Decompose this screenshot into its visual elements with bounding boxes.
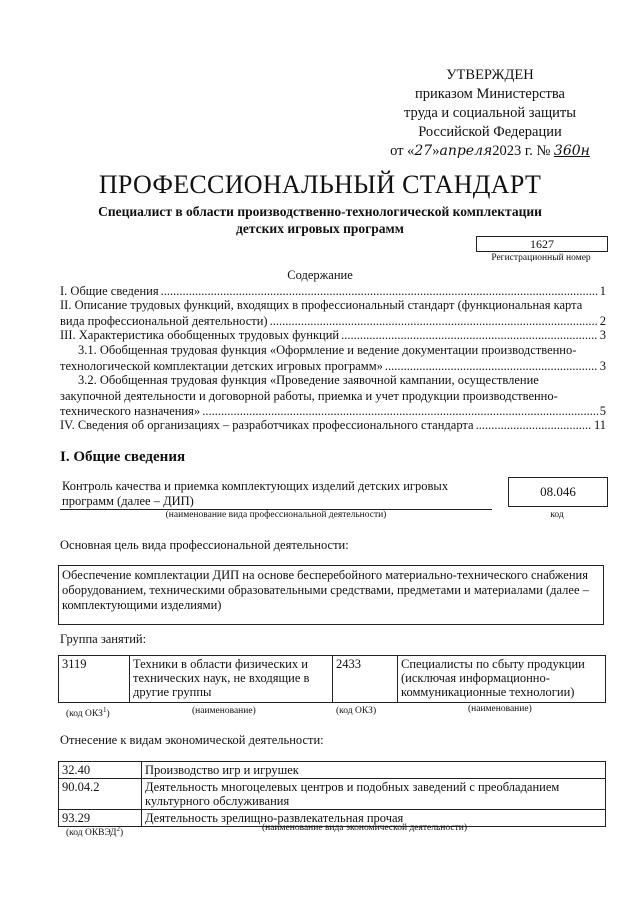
subtitle-line-1: Специалист в области производственно-технологической комплектации xyxy=(98,204,542,219)
approved-heading: УТВЕРЖДЕН xyxy=(446,67,534,83)
okz-name-caption-2: (наименование) xyxy=(468,704,532,714)
toc-page-number: 3 xyxy=(599,358,606,373)
document-title: ПРОФЕССИОНАЛЬНЫЙ СТАНДАРТ xyxy=(98,170,542,199)
handwritten-number: 360н xyxy=(553,143,590,159)
activity-name: Контроль качества и приемка комплектующих изделий детских игровых программ (далее – ДИП) xyxy=(62,479,449,508)
toc-page-number: 3 xyxy=(599,328,606,342)
section-1-title: I. Общие сведения xyxy=(60,449,186,465)
table-row xyxy=(59,656,606,703)
okz-name: Специалисты по сбыту продукции (исключая информационно- коммуникационные технологии) xyxy=(398,656,606,703)
toc-page-number: 1 xyxy=(599,284,606,298)
econ-activity-table xyxy=(58,761,606,827)
activity-caption: (наименование вида профессиональной деятельности) xyxy=(165,510,387,520)
toc-item-3-2[interactable]: 3.2. Обобщенная трудовая функция «Проведение заявочной кампании, осуществление закупочной деятельности и договорной работы, приемка и учет продукции производственно- технического назначения» ..... 5 xyxy=(78,373,606,420)
toc-page-number: 5 xyxy=(599,404,606,418)
goal-label: Основная цель вида профессиональной деятельности: xyxy=(60,538,349,552)
goal-box: Обеспечение комплектации ДИП на основе бесперебойного материально-технического снабжения оборудованием, техническими образовательными средствами, предметами и материалами (далее – комплектующими изделиями) xyxy=(58,565,604,625)
toc-title: Содержание xyxy=(287,268,353,282)
okved-name-caption: (наименование вида экономической деятельности) xyxy=(262,823,467,833)
document-subtitle xyxy=(60,203,580,237)
okz-name-caption-1: (наименование) xyxy=(192,706,256,716)
toc-item-3-1[interactable]: 3.1. Обобщенная трудовая функция «Оформление и ведение документации производственно- технологической комплектации детских игровых программ» ..... 3 xyxy=(78,343,606,374)
okz-code-caption-2: (код ОКЗ) xyxy=(336,706,377,716)
okved-code-caption: (код ОКВЭД$^2$) xyxy=(66,825,124,839)
activity-code-box: 08.046 xyxy=(508,477,608,507)
approval-block xyxy=(360,66,620,161)
code-caption: код xyxy=(550,510,564,520)
table-row xyxy=(59,762,606,779)
registration-number-box: 1627 xyxy=(476,236,608,252)
table-row xyxy=(59,779,606,810)
group-label: Группа занятий: xyxy=(60,632,147,646)
okz-code: 3119 xyxy=(59,656,130,703)
approved-line-1: приказом Министерства xyxy=(415,86,565,102)
date-prefix: от « xyxy=(390,143,415,159)
okved-name: Производство игр и игрушек xyxy=(142,762,606,779)
toc-page-number: 11 xyxy=(593,418,606,432)
okz-name: Техники в области физических и технических наук, не входящие в другие группы xyxy=(130,656,333,703)
okved-code: 93.29 xyxy=(59,810,142,827)
toc-item-3[interactable]: III. Характеристика обобщенных трудовых функций ..... 3 xyxy=(60,328,606,344)
approved-line-3: Российской Федерации xyxy=(418,124,562,140)
approved-line-2: труда и социальной защиты xyxy=(404,105,576,121)
handwritten-month: апреля xyxy=(439,143,493,159)
econ-label: Отнесение к видам экономической деятельности: xyxy=(60,733,324,747)
toc-item-2[interactable]: II. Описание трудовых функций, входящих в профессиональный стандарт (функциональная карта вида профессиональной деятельности) ..... 2 xyxy=(60,298,606,329)
subtitle-line-2: детских игровых программ xyxy=(236,221,404,236)
occupation-group-table xyxy=(58,655,606,703)
toc-item-1[interactable]: I. Общие сведения ..... 1 xyxy=(60,284,606,300)
toc-page-number: 2 xyxy=(599,313,606,328)
okved-name: Деятельность зрелищно-развлекательная прочая xyxy=(142,810,606,827)
okved-name: Деятельность многоцелевых центров и подобных заведений с преобладанием культурного обслуживания xyxy=(142,779,606,810)
toc-item-4[interactable]: IV. Сведения об организациях – разработчиках профессионального стандарта ..... 11 xyxy=(60,418,606,434)
okz-code: 2433 xyxy=(333,656,398,703)
okved-code: 90.04.2 xyxy=(59,779,142,810)
okz-code-caption-1: (код ОКЗ$^1$) xyxy=(66,706,110,720)
okved-code: 32.40 xyxy=(59,762,142,779)
approved-date-line: от «27»апреля2023 г. № 360н xyxy=(390,143,590,159)
year-text: 2023 г. № xyxy=(492,143,551,159)
registration-number-label: Регистрационный номер xyxy=(491,253,591,263)
handwritten-day: 27 xyxy=(414,143,433,159)
